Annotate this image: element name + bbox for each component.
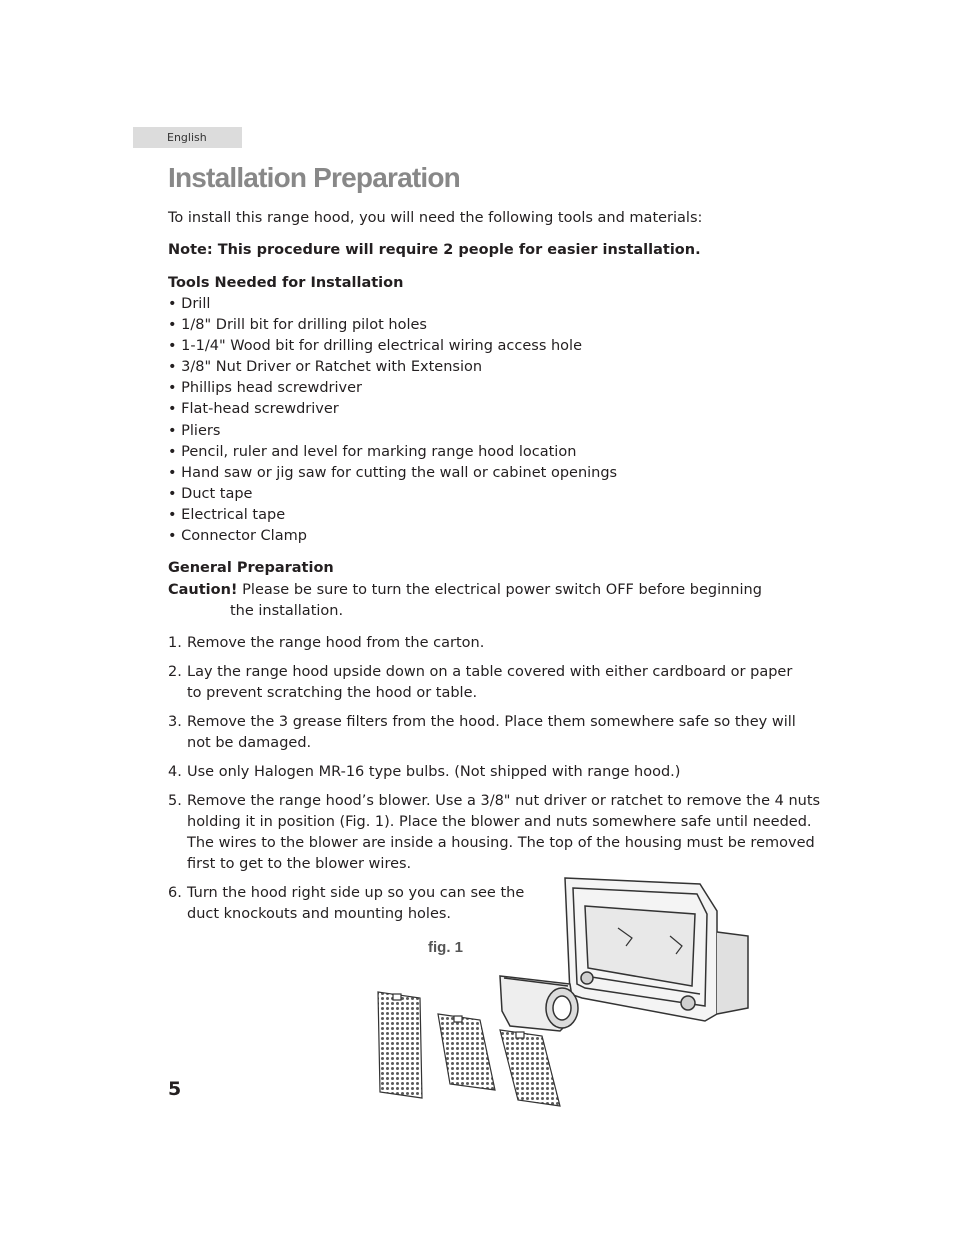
step-text: duct knockouts and mounting holes. [187,906,452,922]
caution-line [168,580,762,601]
tool-item: • Duct tape [168,485,253,502]
tools-heading: Tools Needed for Installation [168,275,404,291]
tool-item: • Connector Clamp [168,528,307,545]
step-number: 3. [168,714,182,730]
step-item [168,712,796,754]
step-text: Turn the hood right side up so you can see the [187,885,525,901]
range-hood-figure [370,866,760,1116]
tool-item: • Drill [168,296,211,312]
tool-item: • Hand saw or jig saw for cutting the wall or cabinet openings [168,464,618,481]
intro-text: To install this range hood, you will need the following tools and materials: [168,210,703,226]
page-number: 5 [168,1078,182,1100]
caution-label: Caution! [168,582,238,598]
step-text: first to get to the blower wires. [187,856,412,872]
step-item [168,791,820,875]
step-text: Use only Halogen MR-16 type bulbs. (Not shipped with range hood.) [187,764,681,780]
step-text: holding it in position (Fig. 1). Place the blower and nuts somewhere safe until needed. [187,814,812,830]
page-title: Installation Preparation [168,162,460,193]
step-number: 1. [168,635,182,651]
blower-assembly [500,976,578,1031]
step-text: Remove the range hood’s blower. Use a 3/8" nut driver or ratchet to remove the 4 nuts [187,793,821,809]
caution-text: Please be sure to turn the electrical power switch OFF before beginning [237,582,762,598]
tool-item: • 1/8" Drill bit for drilling pilot holes [168,317,427,334]
step-number: 6. [168,885,182,901]
step-item [168,762,680,783]
figure-label: fig. 1 [428,939,464,956]
step-number: 5. [168,793,182,809]
general-heading: General Preparation [168,560,334,576]
step-item [168,662,792,704]
tool-item: • Phillips head screwdriver [168,380,362,397]
note-text: Note: This procedure will require 2 people for easier installation. [168,242,701,258]
tool-item: • 1-1/4" Wood bit for drilling electrical wiring access hole [168,338,583,355]
step-text: Lay the range hood upside down on a table covered with either cardboard or paper [187,664,793,680]
tool-item: • Pencil, ruler and level for marking range hood location [168,443,577,460]
step-text: not be damaged. [187,735,312,751]
step-item [168,633,484,654]
step-text: to prevent scratching the hood or table. [187,685,478,701]
tool-item: • 3/8" Nut Driver or Ratchet with Extension [168,359,483,376]
language-label: English [167,131,207,144]
caution-text-continued: the installation. [230,603,344,619]
step-text: The wires to the blower are inside a housing. The top of the housing must be removed [187,835,815,851]
step-text: Remove the range hood from the carton. [187,635,485,651]
step-text: Remove the 3 grease filters from the hood. Place them somewhere safe so they will [187,714,796,730]
step-number: 2. [168,664,182,680]
tools-list [168,294,617,547]
tool-item: • Flat-head screwdriver [168,401,339,418]
language-tab [133,127,242,148]
tool-item: • Pliers [168,422,221,439]
range-hood-body [565,878,748,1021]
tool-item: • Electrical tape [168,506,286,523]
step-number: 4. [168,764,182,780]
